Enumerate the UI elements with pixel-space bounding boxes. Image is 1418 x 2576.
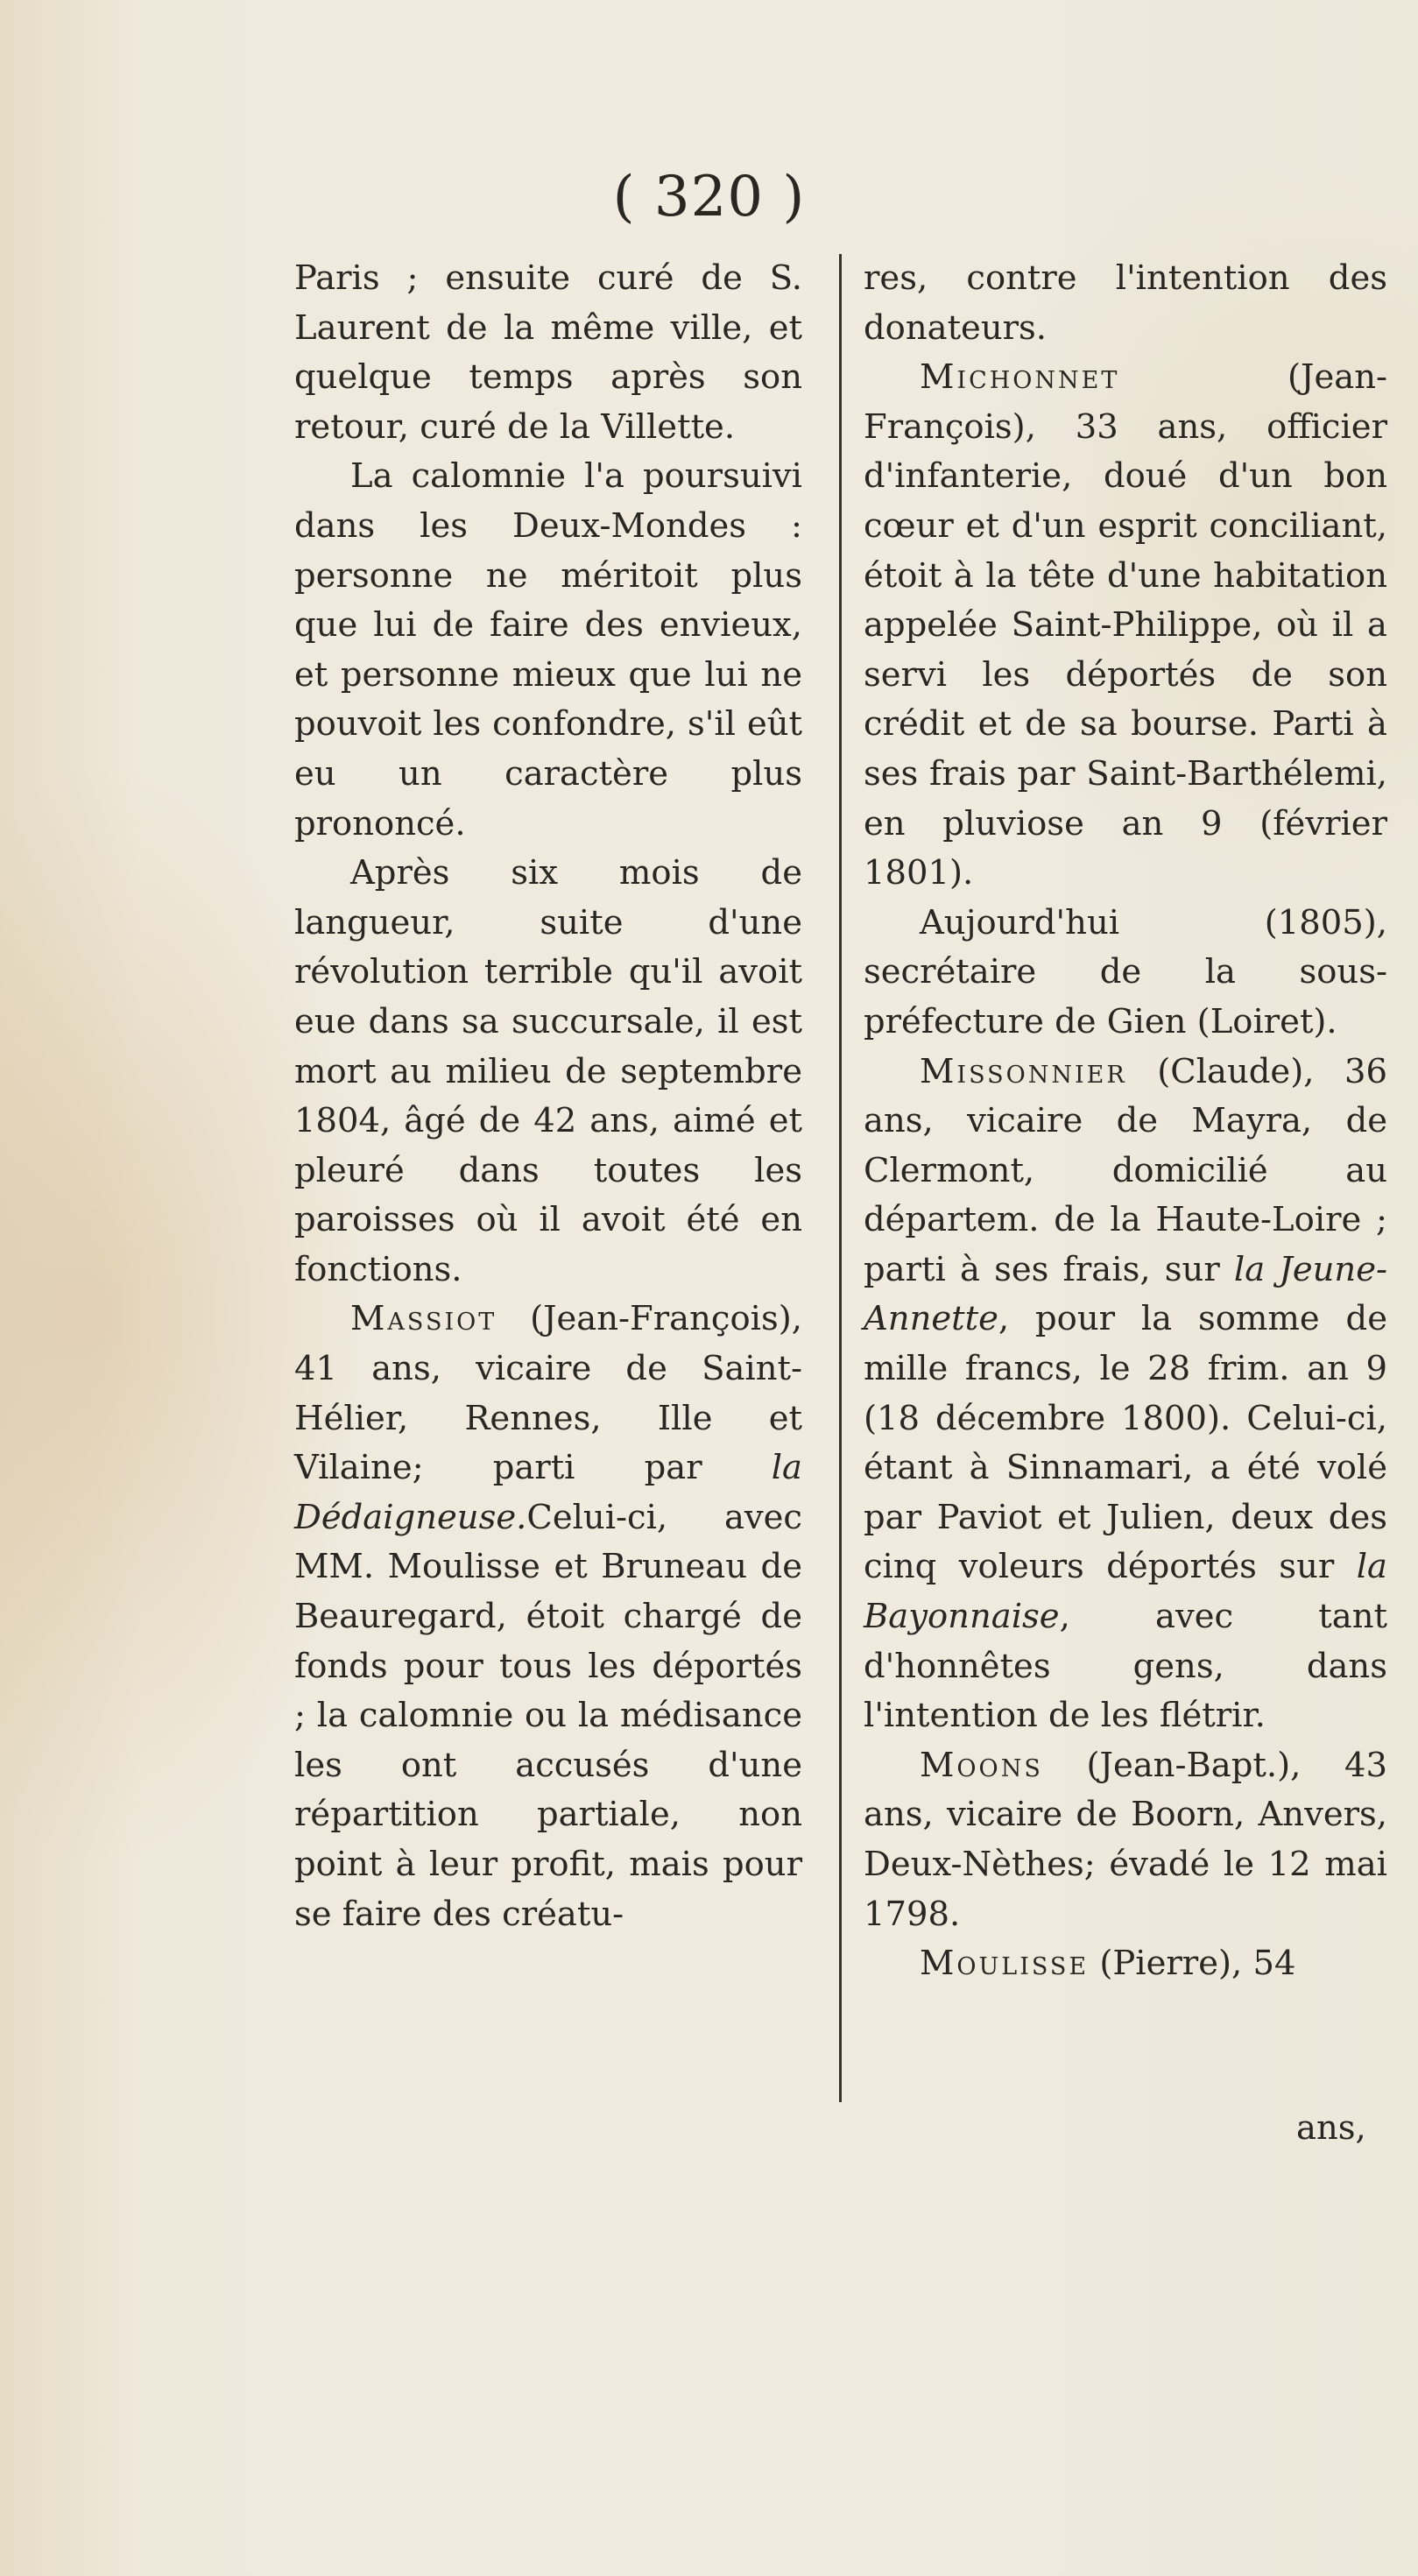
entry-text: (Jean-François), 41 ans, vicaire de Saint-Hélier, Rennes, Ille et Vilaine; parti par <box>294 1299 802 1488</box>
paragraph-aujourdhui: Aujourd'hui (1805), secrétaire de la sous-préfecture de Gien (Loiret). <box>864 902 1387 1041</box>
entry-text: , avec tant d'honnêtes gens, dans l'intention de les flétrir. <box>864 1597 1387 1736</box>
entry-text: Celui-ci, avec MM. Moulisse et Bruneau de Beauregard, étoit chargé de fonds pour tous les déportés ; la calomnie ou la médisance les ont accusés d'une répartition partiale, non point à leur profit, mais pour se faire des créatu- <box>294 1497 802 1934</box>
ship-name: la Bayonnaise <box>864 1547 1387 1637</box>
entry-text: (Jean-François), 33 ans, officier d'infanterie, doué d'un bon cœur et d'un esprit conciliant, étoit à la tête d'une habitation appelée Saint-Philippe, où il a servi les déportés de son crédit et de sa bourse. Parti à ses frais par Saint-Barthélemi, en pluviose an 9 (février 1801). <box>864 357 1387 893</box>
left-column <box>294 254 802 1939</box>
right-column <box>864 254 1387 1989</box>
entry-moons <box>864 1741 1387 1939</box>
paragraph-calomnie: La calomnie l'a poursuivi dans les Deux-Mondes : personne ne méritoit plus que lui de faire des envieux, et personne mieux que lui ne pouvoit les confondre, s'il eût eu un caractère plus prononcé. <box>294 456 802 843</box>
column-divider <box>839 254 842 2102</box>
entry-moulisse <box>864 1939 1387 1989</box>
entry-name: Massiot <box>350 1299 497 1339</box>
entry-text: (Claude), 36 ans, vicaire de Mayra, de Clermont, domicilié au départem. de la Haute-Loire ; parti à ses frais, sur <box>864 1051 1387 1289</box>
entry-text: (Pierre), 54 <box>1089 1944 1296 1984</box>
ship-name: la Dédaigneuse. <box>294 1448 802 1537</box>
entry-text: (Jean-Bapt.), 43 ans, vicaire de Boorn, Anvers, Deux-Nèthes; évadé le 12 mai 1798. <box>864 1745 1387 1934</box>
entry-massiot <box>294 1295 802 1939</box>
entry-michonnet <box>864 353 1387 899</box>
entry-missonnier <box>864 1048 1387 1741</box>
entry-name: Michonnet <box>920 357 1120 398</box>
entry-name: Missonnier <box>920 1051 1127 1091</box>
ship-name: la Jeune-Annette <box>864 1249 1387 1339</box>
paragraph-apres: Après six mois de langueur, suite d'une révolution terrible qu'il avoit eue dans sa succursale, il est mort au milieu de septembre 1804, âgé de 42 ans, aimé et pleuré dans toutes les paroisses où il avoit été en fonctions. <box>294 853 802 1289</box>
entry-name: Moulisse <box>920 1944 1090 1984</box>
entry-text: , pour la somme de mille francs, le 28 frim. an 9 (18 décembre 1800). Celui-ci, étant à Sinnamari, a été volé par Paviot et Julien, deux des cinq voleurs déportés sur <box>864 1299 1387 1587</box>
entry-name: Moons <box>920 1745 1043 1785</box>
paragraph-continuation: res, contre l'intention des donateurs. <box>864 258 1387 348</box>
catchword: ans, <box>1296 2108 1366 2148</box>
paragraph-continuation: Paris ; ensuite curé de S. Laurent de la même ville, et quelque temps après son retour, curé de la Villette. <box>294 258 802 447</box>
page-number: ( 320 ) <box>612 165 806 229</box>
